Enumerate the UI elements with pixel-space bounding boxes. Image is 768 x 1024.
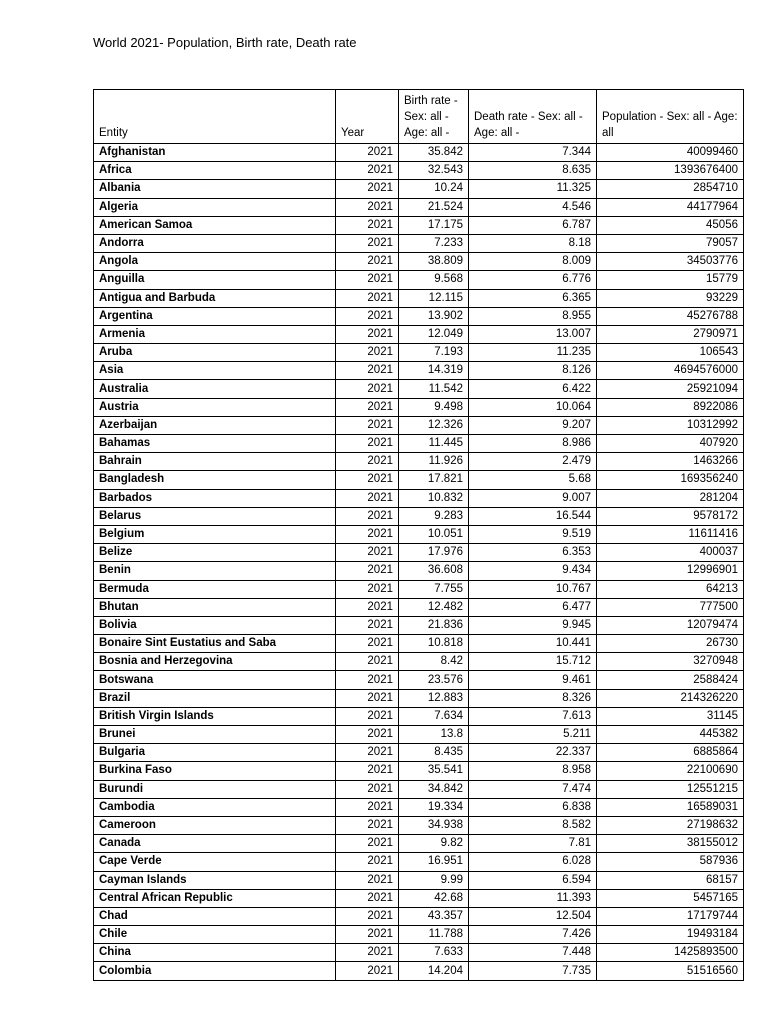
table-row: [94, 598, 744, 616]
cell-population: 106543: [597, 344, 744, 362]
cell-year: 2021: [336, 780, 399, 798]
table-row: [94, 816, 744, 834]
cell-population: 31145: [597, 707, 744, 725]
cell-population: 51516560: [597, 962, 744, 980]
table-row: [94, 562, 744, 580]
cell-death-rate: 7.448: [469, 944, 597, 962]
cell-entity: Chile: [94, 926, 336, 944]
cell-entity: Algeria: [94, 198, 336, 216]
cell-year: 2021: [336, 616, 399, 634]
cell-birth-rate: 11.926: [399, 453, 469, 471]
cell-birth-rate: 11.542: [399, 380, 469, 398]
cell-entity: Africa: [94, 162, 336, 180]
cell-birth-rate: 16.951: [399, 853, 469, 871]
cell-death-rate: 11.235: [469, 344, 597, 362]
cell-death-rate: 11.325: [469, 180, 597, 198]
cell-death-rate: 9.434: [469, 562, 597, 580]
header-year: Year: [336, 90, 399, 144]
cell-population: 3270948: [597, 653, 744, 671]
cell-year: 2021: [336, 289, 399, 307]
cell-death-rate: 6.422: [469, 380, 597, 398]
table-row: [94, 580, 744, 598]
cell-birth-rate: 7.755: [399, 580, 469, 598]
table-row: [94, 871, 744, 889]
cell-birth-rate: 9.99: [399, 871, 469, 889]
cell-entity: Bahamas: [94, 435, 336, 453]
cell-year: 2021: [336, 962, 399, 980]
table-row: [94, 762, 744, 780]
cell-population: 27198632: [597, 816, 744, 834]
table-body: [94, 144, 744, 981]
cell-year: 2021: [336, 162, 399, 180]
cell-death-rate: 7.735: [469, 962, 597, 980]
cell-population: 93229: [597, 289, 744, 307]
cell-year: 2021: [336, 271, 399, 289]
table-row: [94, 289, 744, 307]
table-row: [94, 525, 744, 543]
cell-population: 9578172: [597, 507, 744, 525]
cell-population: 6885864: [597, 744, 744, 762]
cell-population: 214326220: [597, 689, 744, 707]
cell-birth-rate: 34.938: [399, 816, 469, 834]
cell-year: 2021: [336, 871, 399, 889]
cell-population: 26730: [597, 635, 744, 653]
cell-death-rate: 5.68: [469, 471, 597, 489]
cell-death-rate: 8.126: [469, 362, 597, 380]
table-row: [94, 507, 744, 525]
cell-year: 2021: [336, 726, 399, 744]
cell-population: 777500: [597, 598, 744, 616]
cell-year: 2021: [336, 344, 399, 362]
cell-birth-rate: 38.809: [399, 253, 469, 271]
cell-death-rate: 6.477: [469, 598, 597, 616]
cell-birth-rate: 11.445: [399, 435, 469, 453]
table-row: [94, 216, 744, 234]
cell-entity: Austria: [94, 398, 336, 416]
table-row: [94, 471, 744, 489]
header-population: Population - Sex: all - Age: all: [597, 90, 744, 144]
cell-entity: Antigua and Barbuda: [94, 289, 336, 307]
cell-entity: Cayman Islands: [94, 871, 336, 889]
cell-birth-rate: 10.051: [399, 525, 469, 543]
cell-death-rate: 8.18: [469, 234, 597, 252]
cell-death-rate: 6.776: [469, 271, 597, 289]
cell-birth-rate: 17.821: [399, 471, 469, 489]
cell-death-rate: 6.838: [469, 798, 597, 816]
cell-death-rate: 7.613: [469, 707, 597, 725]
cell-entity: Argentina: [94, 307, 336, 325]
cell-birth-rate: 12.115: [399, 289, 469, 307]
cell-death-rate: 7.344: [469, 144, 597, 162]
cell-entity: Belgium: [94, 525, 336, 543]
cell-entity: Bosnia and Herzegovina: [94, 653, 336, 671]
cell-death-rate: 8.986: [469, 435, 597, 453]
cell-entity: Andorra: [94, 234, 336, 252]
cell-entity: Colombia: [94, 962, 336, 980]
document-title: World 2021- Population, Birth rate, Death rate: [93, 35, 357, 50]
table-row: [94, 907, 744, 925]
cell-entity: Afghanistan: [94, 144, 336, 162]
cell-entity: China: [94, 944, 336, 962]
cell-entity: Aruba: [94, 344, 336, 362]
cell-birth-rate: 7.233: [399, 234, 469, 252]
cell-birth-rate: 12.326: [399, 416, 469, 434]
cell-entity: Burkina Faso: [94, 762, 336, 780]
cell-year: 2021: [336, 744, 399, 762]
table-row: [94, 162, 744, 180]
cell-birth-rate: 19.334: [399, 798, 469, 816]
table-row: [94, 635, 744, 653]
header-entity: Entity: [94, 90, 336, 144]
cell-death-rate: 8.326: [469, 689, 597, 707]
cell-population: 44177964: [597, 198, 744, 216]
cell-birth-rate: 23.576: [399, 671, 469, 689]
cell-death-rate: 15.712: [469, 653, 597, 671]
cell-population: 45056: [597, 216, 744, 234]
cell-birth-rate: 14.204: [399, 962, 469, 980]
cell-population: 68157: [597, 871, 744, 889]
cell-population: 4694576000: [597, 362, 744, 380]
table-row: [94, 325, 744, 343]
cell-birth-rate: 36.608: [399, 562, 469, 580]
cell-population: 15779: [597, 271, 744, 289]
table-row: [94, 853, 744, 871]
cell-birth-rate: 10.818: [399, 635, 469, 653]
cell-entity: Brunei: [94, 726, 336, 744]
cell-death-rate: 16.544: [469, 507, 597, 525]
cell-entity: Belize: [94, 544, 336, 562]
cell-entity: Bermuda: [94, 580, 336, 598]
cell-population: 12079474: [597, 616, 744, 634]
cell-entity: Bahrain: [94, 453, 336, 471]
cell-population: 407920: [597, 435, 744, 453]
table-row: [94, 780, 744, 798]
cell-year: 2021: [336, 816, 399, 834]
cell-year: 2021: [336, 471, 399, 489]
cell-entity: Central African Republic: [94, 889, 336, 907]
cell-entity: Burundi: [94, 780, 336, 798]
cell-population: 45276788: [597, 307, 744, 325]
cell-year: 2021: [336, 435, 399, 453]
cell-population: 34503776: [597, 253, 744, 271]
cell-entity: Botswana: [94, 671, 336, 689]
cell-year: 2021: [336, 507, 399, 525]
cell-birth-rate: 9.498: [399, 398, 469, 416]
cell-birth-rate: 21.836: [399, 616, 469, 634]
table-row: [94, 180, 744, 198]
table-row: [94, 653, 744, 671]
cell-birth-rate: 7.634: [399, 707, 469, 725]
cell-year: 2021: [336, 362, 399, 380]
cell-death-rate: 6.787: [469, 216, 597, 234]
cell-birth-rate: 35.842: [399, 144, 469, 162]
cell-birth-rate: 13.8: [399, 726, 469, 744]
cell-birth-rate: 7.193: [399, 344, 469, 362]
table-row: [94, 144, 744, 162]
cell-death-rate: 8.958: [469, 762, 597, 780]
cell-birth-rate: 12.883: [399, 689, 469, 707]
cell-year: 2021: [336, 707, 399, 725]
cell-death-rate: 9.007: [469, 489, 597, 507]
cell-year: 2021: [336, 453, 399, 471]
cell-birth-rate: 21.524: [399, 198, 469, 216]
table-row: [94, 398, 744, 416]
data-table: [93, 89, 744, 981]
cell-death-rate: 8.635: [469, 162, 597, 180]
cell-population: 22100690: [597, 762, 744, 780]
table-row: [94, 707, 744, 725]
cell-entity: Bulgaria: [94, 744, 336, 762]
table-row: [94, 744, 744, 762]
cell-entity: Albania: [94, 180, 336, 198]
cell-death-rate: 10.767: [469, 580, 597, 598]
cell-birth-rate: 13.902: [399, 307, 469, 325]
cell-population: 587936: [597, 853, 744, 871]
cell-year: 2021: [336, 525, 399, 543]
cell-entity: Asia: [94, 362, 336, 380]
cell-death-rate: 22.337: [469, 744, 597, 762]
cell-entity: Armenia: [94, 325, 336, 343]
cell-entity: Australia: [94, 380, 336, 398]
cell-year: 2021: [336, 216, 399, 234]
cell-death-rate: 13.007: [469, 325, 597, 343]
cell-year: 2021: [336, 762, 399, 780]
cell-year: 2021: [336, 671, 399, 689]
cell-population: 11611416: [597, 525, 744, 543]
cell-population: 400037: [597, 544, 744, 562]
cell-population: 1425893500: [597, 944, 744, 962]
table-row: [94, 726, 744, 744]
table-row: [94, 944, 744, 962]
cell-year: 2021: [336, 889, 399, 907]
cell-entity: Bhutan: [94, 598, 336, 616]
cell-entity: Bonaire Sint Eustatius and Saba: [94, 635, 336, 653]
cell-year: 2021: [336, 580, 399, 598]
cell-birth-rate: 17.976: [399, 544, 469, 562]
cell-population: 19493184: [597, 926, 744, 944]
cell-population: 8922086: [597, 398, 744, 416]
cell-population: 281204: [597, 489, 744, 507]
cell-population: 17179744: [597, 907, 744, 925]
header-birth-rate: Birth rate - Sex: all - Age: all -: [399, 90, 469, 144]
cell-population: 445382: [597, 726, 744, 744]
table-row: [94, 198, 744, 216]
cell-death-rate: 7.474: [469, 780, 597, 798]
cell-year: 2021: [336, 689, 399, 707]
cell-year: 2021: [336, 380, 399, 398]
cell-population: 38155012: [597, 835, 744, 853]
cell-birth-rate: 9.283: [399, 507, 469, 525]
cell-birth-rate: 35.541: [399, 762, 469, 780]
cell-death-rate: 8.582: [469, 816, 597, 834]
cell-entity: Cambodia: [94, 798, 336, 816]
cell-death-rate: 5.211: [469, 726, 597, 744]
table-row: [94, 798, 744, 816]
table-row: [94, 889, 744, 907]
cell-entity: Chad: [94, 907, 336, 925]
cell-year: 2021: [336, 798, 399, 816]
cell-year: 2021: [336, 198, 399, 216]
table-row: [94, 671, 744, 689]
cell-death-rate: 7.81: [469, 835, 597, 853]
cell-population: 79057: [597, 234, 744, 252]
cell-death-rate: 9.945: [469, 616, 597, 634]
cell-birth-rate: 32.543: [399, 162, 469, 180]
cell-population: 1393676400: [597, 162, 744, 180]
cell-death-rate: 6.353: [469, 544, 597, 562]
cell-year: 2021: [336, 144, 399, 162]
table-row: [94, 416, 744, 434]
cell-birth-rate: 8.42: [399, 653, 469, 671]
cell-entity: Canada: [94, 835, 336, 853]
cell-population: 169356240: [597, 471, 744, 489]
cell-death-rate: 12.504: [469, 907, 597, 925]
cell-population: 12996901: [597, 562, 744, 580]
cell-year: 2021: [336, 926, 399, 944]
cell-year: 2021: [336, 398, 399, 416]
cell-birth-rate: 9.82: [399, 835, 469, 853]
cell-population: 16589031: [597, 798, 744, 816]
cell-entity: Bangladesh: [94, 471, 336, 489]
cell-year: 2021: [336, 853, 399, 871]
cell-year: 2021: [336, 180, 399, 198]
cell-death-rate: 6.594: [469, 871, 597, 889]
table-row: [94, 271, 744, 289]
cell-year: 2021: [336, 307, 399, 325]
cell-death-rate: 11.393: [469, 889, 597, 907]
cell-death-rate: 9.519: [469, 525, 597, 543]
cell-year: 2021: [336, 653, 399, 671]
cell-entity: Cape Verde: [94, 853, 336, 871]
cell-death-rate: 9.461: [469, 671, 597, 689]
cell-year: 2021: [336, 562, 399, 580]
table-row: [94, 435, 744, 453]
cell-entity: Anguilla: [94, 271, 336, 289]
cell-death-rate: 2.479: [469, 453, 597, 471]
cell-year: 2021: [336, 944, 399, 962]
cell-birth-rate: 12.049: [399, 325, 469, 343]
table-row: [94, 344, 744, 362]
cell-death-rate: 7.426: [469, 926, 597, 944]
cell-entity: Belarus: [94, 507, 336, 525]
cell-year: 2021: [336, 489, 399, 507]
table-row: [94, 616, 744, 634]
cell-birth-rate: 12.482: [399, 598, 469, 616]
table-row: [94, 234, 744, 252]
cell-population: 2790971: [597, 325, 744, 343]
cell-year: 2021: [336, 253, 399, 271]
cell-year: 2021: [336, 544, 399, 562]
cell-birth-rate: 43.357: [399, 907, 469, 925]
cell-birth-rate: 7.633: [399, 944, 469, 962]
header-death-rate: Death rate - Sex: all - Age: all -: [469, 90, 597, 144]
cell-birth-rate: 14.319: [399, 362, 469, 380]
cell-birth-rate: 17.175: [399, 216, 469, 234]
cell-year: 2021: [336, 907, 399, 925]
cell-birth-rate: 11.788: [399, 926, 469, 944]
table-row: [94, 253, 744, 271]
cell-entity: American Samoa: [94, 216, 336, 234]
cell-death-rate: 6.028: [469, 853, 597, 871]
cell-year: 2021: [336, 635, 399, 653]
cell-birth-rate: 10.832: [399, 489, 469, 507]
cell-year: 2021: [336, 416, 399, 434]
cell-entity: Cameroon: [94, 816, 336, 834]
cell-death-rate: 4.546: [469, 198, 597, 216]
table-row: [94, 489, 744, 507]
table-row: [94, 962, 744, 980]
cell-death-rate: 8.009: [469, 253, 597, 271]
table-row: [94, 926, 744, 944]
table-row: [94, 362, 744, 380]
table-row: [94, 689, 744, 707]
cell-year: 2021: [336, 835, 399, 853]
cell-entity: Bolivia: [94, 616, 336, 634]
cell-year: 2021: [336, 598, 399, 616]
cell-population: 2854710: [597, 180, 744, 198]
cell-death-rate: 10.441: [469, 635, 597, 653]
cell-death-rate: 8.955: [469, 307, 597, 325]
cell-death-rate: 10.064: [469, 398, 597, 416]
cell-year: 2021: [336, 234, 399, 252]
cell-entity: Benin: [94, 562, 336, 580]
cell-population: 40099460: [597, 144, 744, 162]
cell-death-rate: 6.365: [469, 289, 597, 307]
header-row: [94, 90, 744, 144]
cell-birth-rate: 10.24: [399, 180, 469, 198]
cell-population: 1463266: [597, 453, 744, 471]
cell-birth-rate: 34.842: [399, 780, 469, 798]
table-row: [94, 453, 744, 471]
cell-population: 25921094: [597, 380, 744, 398]
cell-entity: Angola: [94, 253, 336, 271]
cell-population: 10312992: [597, 416, 744, 434]
cell-year: 2021: [336, 325, 399, 343]
table-row: [94, 835, 744, 853]
table-row: [94, 307, 744, 325]
table-row: [94, 544, 744, 562]
cell-population: 64213: [597, 580, 744, 598]
cell-entity: Azerbaijan: [94, 416, 336, 434]
cell-birth-rate: 42.68: [399, 889, 469, 907]
table-row: [94, 380, 744, 398]
cell-death-rate: 9.207: [469, 416, 597, 434]
cell-birth-rate: 9.568: [399, 271, 469, 289]
cell-birth-rate: 8.435: [399, 744, 469, 762]
cell-population: 5457165: [597, 889, 744, 907]
cell-population: 12551215: [597, 780, 744, 798]
cell-entity: Barbados: [94, 489, 336, 507]
cell-entity: Brazil: [94, 689, 336, 707]
cell-population: 2588424: [597, 671, 744, 689]
cell-entity: British Virgin Islands: [94, 707, 336, 725]
